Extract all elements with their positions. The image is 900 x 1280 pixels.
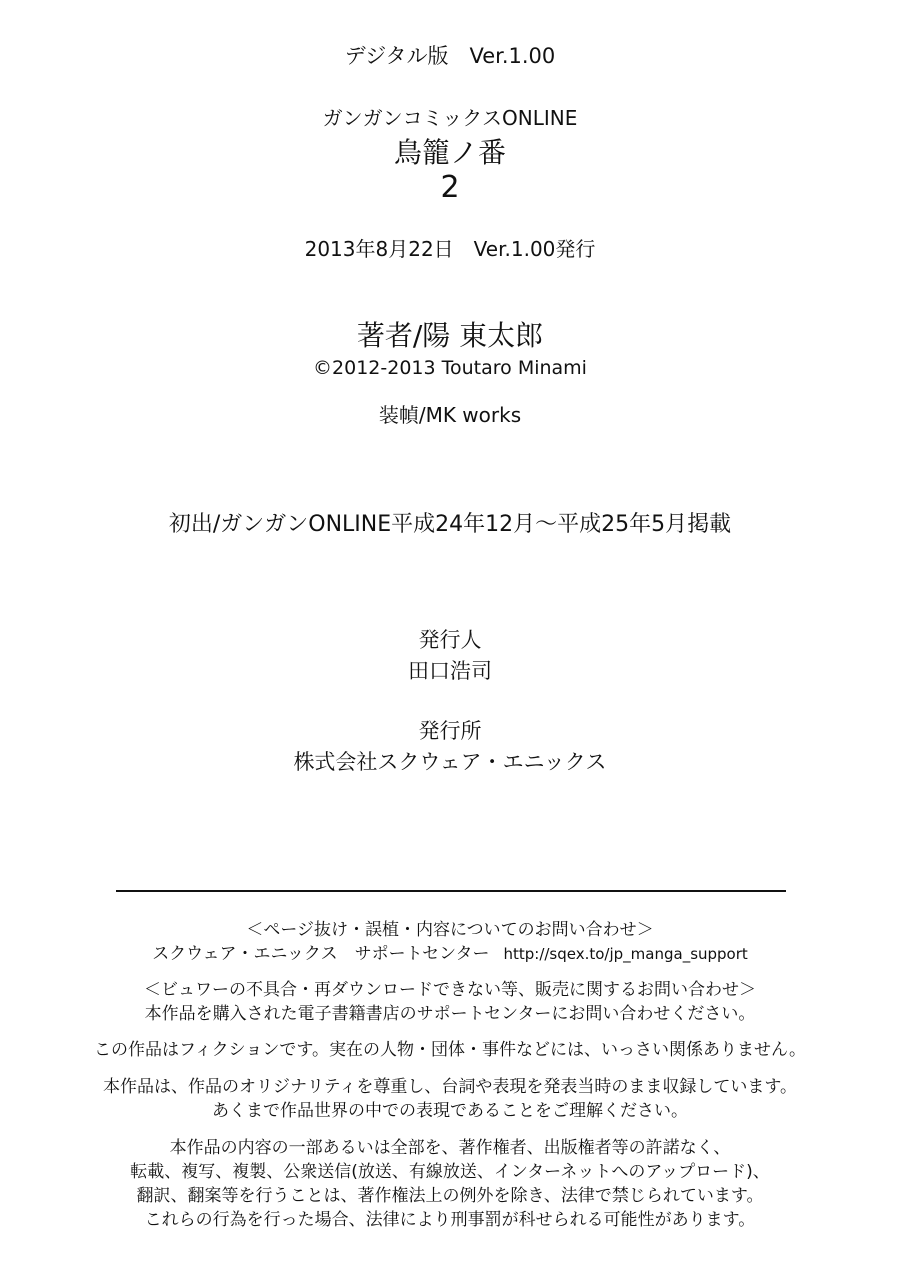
viewer-heading: ＜ビュワーの不具合・再ダウンロードできない等、販売に関するお問い合わせ＞	[144, 980, 756, 1000]
section-divider	[116, 890, 786, 892]
publisher-person-label: 発行人	[418, 628, 482, 652]
legal-notice-2: 転載、複写、複製、公衆送信(放送、有線放送、インターネットへのアップロード)、	[130, 1162, 770, 1182]
volume-number: 2	[440, 170, 460, 205]
viewer-text: 本作品を購入された電子書籍書店のサポートセンターにお問い合わせください。	[144, 1004, 756, 1024]
copyright-notice: ©2012-2013 Toutaro Minami	[313, 357, 587, 379]
legal-notice-1: 本作品の内容の一部あるいは全部を、著作権者、出版権者等の許諾なく、	[169, 1138, 731, 1158]
support-contact	[0, 939, 900, 964]
label-name: ガンガンコミックスONLINE	[322, 106, 578, 130]
book-title: 鳥籠ノ番	[393, 136, 506, 169]
legal-notice-4: これらの行為を行った場合、法律により刑事罰が科せられる可能性があります。	[144, 1210, 756, 1230]
support-center-name: スクウェア・エニックス サポートセンター	[152, 944, 490, 964]
first-publication: 初出/ガンガンONLINE平成24年12月～平成25年5月掲載	[168, 512, 732, 537]
author-credit: 著者/陽 東太郎	[356, 319, 544, 352]
publisher-person: 田口浩司	[408, 659, 492, 683]
publisher-company-label: 発行所	[418, 719, 482, 743]
design-credit: 装幀/MK works	[378, 403, 522, 427]
publisher-company: 株式会社スクウェア・エニックス	[293, 750, 607, 774]
originality-notice-1: 本作品は、作品のオリジナリティを尊重し、台詞や表現を発表当時のまま収録しています。	[103, 1077, 797, 1097]
edition-version: デジタル版 Ver.1.00	[344, 44, 556, 68]
legal-notice-3: 翻訳、翻案等を行うことは、著作権法上の例外を除き、法律で禁じられています。	[136, 1186, 764, 1206]
fiction-notice: この作品はフィクションです。実在の人物・団体・事件などには、いっさい関係ありません。	[94, 1040, 806, 1060]
support-url-link[interactable]: http://sqex.to/jp_manga_support	[503, 945, 748, 963]
release-date: 2013年8月22日 Ver.1.00発行	[304, 237, 596, 261]
originality-notice-2: あくまで作品世界の中での表現であることをご理解ください。	[212, 1101, 688, 1121]
support-heading: ＜ページ抜け・誤植・内容についてのお問い合わせ＞	[246, 920, 654, 940]
